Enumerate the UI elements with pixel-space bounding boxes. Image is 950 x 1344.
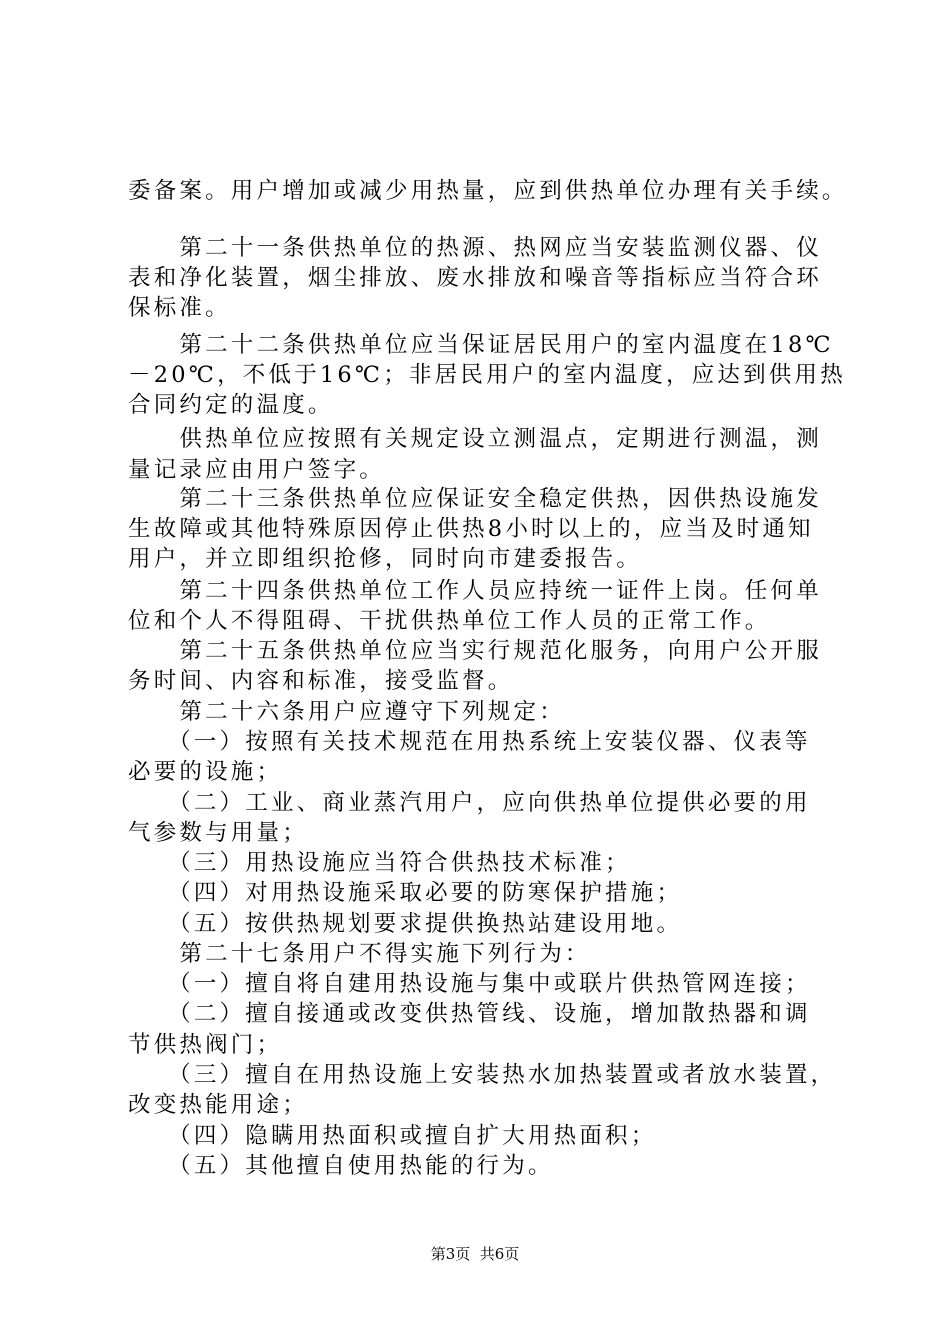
text-line: 生故障或其他特殊原因停止供热8小时以上的，应当及时通知 bbox=[128, 516, 814, 542]
text-line: 供热单位应按照有关规定设立测温点，定期进行测温，测 bbox=[128, 426, 822, 452]
text-line: 量记录应由用户签字。 bbox=[128, 457, 386, 483]
text-line: 合同约定的温度。 bbox=[128, 392, 334, 418]
text-line: 第二十一条供热单位的热源、热网应当安装监测仪器、仪 bbox=[128, 235, 822, 261]
text-line: 第二十四条供热单位工作人员应持统一证件上岗。任何单 bbox=[128, 578, 822, 604]
text-line: 第二十六条用户应遵守下列规定： bbox=[128, 699, 565, 725]
text-line: 第二十三条供热单位应保证安全稳定供热，因供热设施发 bbox=[128, 486, 822, 512]
text-line: （三）擅自在用热设施上安装热水加热装置或者放水装置， bbox=[128, 1062, 837, 1088]
text-line: 保标准。 bbox=[128, 295, 231, 321]
text-line: 气参数与用量； bbox=[128, 820, 308, 846]
text-line: 委备案。用户增加或减少用热量，应到供热单位办理有关手续。 bbox=[128, 178, 848, 204]
text-line: 必要的设施； bbox=[128, 759, 283, 785]
text-line: 第二十七条用户不得实施下列行为： bbox=[128, 941, 591, 967]
text-line: （二）工业、商业蒸汽用户，应向供热单位提供必要的用 bbox=[128, 790, 811, 816]
text-line: 改变热能用途； bbox=[128, 1092, 308, 1118]
text-line: （一）按照有关技术规范在用热系统上安装仪器、仪表等 bbox=[128, 729, 811, 755]
text-line: （四）隐瞒用热面积或擅自扩大用热面积； bbox=[128, 1123, 657, 1149]
text-line: 用户，并立即组织抢修，同时向市建委报告。 bbox=[128, 546, 643, 572]
text-line: （五）按供热规划要求提供换热站建设用地。 bbox=[128, 911, 683, 937]
text-line: （四）对用热设施采取必要的防寒保护措施； bbox=[128, 880, 683, 906]
text-line: 节供热阀门； bbox=[128, 1032, 283, 1058]
text-line: （二）擅自接通或改变供热管线、设施，增加散热器和调 bbox=[128, 1001, 811, 1027]
page-number-footer: 第3页 共6页 bbox=[430, 1245, 520, 1263]
text-line: 务时间、内容和标准，接受监督。 bbox=[128, 668, 514, 694]
text-line: 表和净化装置，烟尘排放、废水排放和噪音等指标应当符合环 bbox=[128, 265, 822, 291]
text-line: 位和个人不得阻碍、干扰供热单位工作人员的正常工作。 bbox=[128, 608, 771, 634]
text-line: 第二十五条供热单位应当实行规范化服务，向用户公开服 bbox=[128, 638, 822, 664]
text-line: （一）擅自将自建用热设施与集中或联片供热管网连接； bbox=[128, 971, 811, 997]
text-line: 第二十二条供热单位应当保证居民用户的室内温度在18℃ bbox=[128, 332, 834, 358]
text-line: （三）用热设施应当符合供热技术标准； bbox=[128, 850, 631, 876]
text-line: （五）其他擅自使用热能的行为。 bbox=[128, 1153, 554, 1179]
text-line: －20℃，不低于16℃；非居民用户的室内温度，应达到供用热 bbox=[128, 362, 846, 388]
